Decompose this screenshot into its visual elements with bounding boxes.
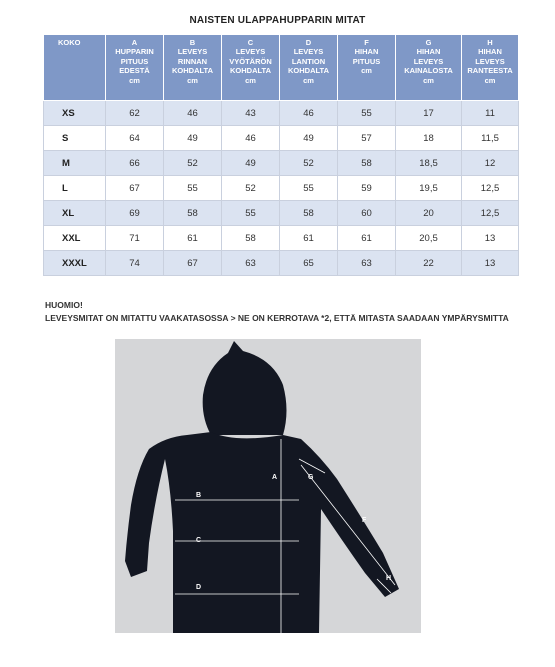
table-cell: 49 [280, 126, 338, 151]
table-cell: 58 [164, 201, 222, 226]
column-label-line: LEVEYS [235, 47, 266, 57]
column-unit: cm [245, 75, 256, 85]
table-cell: 20 [396, 201, 462, 226]
table-cell: 58 [338, 151, 396, 176]
column-letter: D [305, 38, 312, 47]
column-header-f [338, 35, 396, 101]
column-label-line: LEVEYS [293, 47, 324, 57]
table-cell: 57 [338, 126, 396, 151]
column-label-line: RINNAN [177, 56, 208, 66]
table-cell: 11 [462, 101, 519, 126]
column-label-line: PITUUS [352, 56, 381, 66]
table-cell: 55 [338, 101, 396, 126]
column-header-g [396, 35, 462, 101]
column-label-line: LEVEYS [413, 56, 444, 66]
table-row [44, 226, 519, 251]
measurement-note [45, 299, 509, 325]
label-b: B [196, 492, 202, 499]
column-header-h [462, 35, 519, 101]
size-cell: XXXL [44, 251, 106, 276]
column-label-line: KAINALOSTA [404, 66, 453, 76]
column-label-line: HIHAN [354, 47, 379, 57]
label-d: D [196, 584, 202, 591]
size-cell: XXL [44, 226, 106, 251]
column-letter: A [131, 38, 138, 47]
table-cell: 12,5 [462, 176, 519, 201]
column-header-c [222, 35, 280, 101]
label-h: H [386, 575, 392, 582]
table-row [44, 101, 519, 126]
table-cell: 46 [280, 101, 338, 126]
column-label-line: LEVEYS [177, 47, 208, 57]
column-label-line: KOHDALTA [288, 66, 329, 76]
table-cell: 61 [280, 226, 338, 251]
table-cell: 59 [338, 176, 396, 201]
column-label-line: LANTION [291, 56, 326, 66]
column-unit: cm [187, 75, 198, 85]
column-label-line: LEVEYS [475, 56, 505, 66]
column-label-line: PITUUS [120, 56, 149, 66]
column-label-line: KOHDALTA [230, 66, 271, 76]
size-cell: S [44, 126, 106, 151]
table-cell: 61 [338, 226, 396, 251]
table-cell: 55 [280, 176, 338, 201]
table-row [44, 201, 519, 226]
column-header-koko [44, 35, 106, 101]
column-unit: cm [129, 75, 140, 85]
table-cell: 18 [396, 126, 462, 151]
table-cell: 18,5 [396, 151, 462, 176]
table-cell: 19,5 [396, 176, 462, 201]
table-cell: 64 [106, 126, 164, 151]
table-cell: 55 [164, 176, 222, 201]
table-cell: 22 [396, 251, 462, 276]
table-cell: 46 [164, 101, 222, 126]
page-title: NAISTEN ULAPPAHUPPARIN MITAT [189, 15, 366, 26]
table-body [44, 101, 519, 276]
size-cell: M [44, 151, 106, 176]
column-label-line: HUPPARIN [115, 47, 154, 57]
table-cell: 20,5 [396, 226, 462, 251]
table-cell: 49 [164, 126, 222, 151]
column-label-line: KOHDALTA [172, 66, 213, 76]
table-cell: 55 [222, 201, 280, 226]
table-cell: 63 [222, 251, 280, 276]
column-unit: cm [423, 75, 434, 85]
table-cell: 11,5 [462, 126, 519, 151]
table-cell: 52 [280, 151, 338, 176]
table-cell: 58 [222, 226, 280, 251]
size-chart-table [43, 34, 519, 276]
table-row [44, 176, 519, 201]
table-cell: 61 [164, 226, 222, 251]
table-cell: 69 [106, 201, 164, 226]
table-cell: 62 [106, 101, 164, 126]
table-cell: 13 [462, 251, 519, 276]
table-cell: 17 [396, 101, 462, 126]
column-letter: C [247, 38, 254, 47]
table-cell: 66 [106, 151, 164, 176]
table-cell: 67 [164, 251, 222, 276]
table-row [44, 151, 519, 176]
column-letter: H [487, 38, 493, 47]
column-label-line: KOKO [58, 38, 81, 47]
table-row [44, 251, 519, 276]
table-cell: 49 [222, 151, 280, 176]
table-header-row [44, 35, 519, 101]
column-header-d [280, 35, 338, 101]
column-label-line: VYÖTÄRÖN [229, 56, 272, 66]
table-cell: 52 [164, 151, 222, 176]
table-cell: 43 [222, 101, 280, 126]
column-unit: cm [484, 75, 496, 85]
table-cell: 46 [222, 126, 280, 151]
column-label-line: HIHAN [478, 47, 502, 57]
table-cell: 13 [462, 226, 519, 251]
label-f: F [362, 517, 367, 524]
table-cell: 74 [106, 251, 164, 276]
column-label-line: EDESTÄ [119, 66, 150, 76]
column-letter: B [189, 38, 196, 47]
column-unit: cm [303, 75, 314, 85]
size-cell: XS [44, 101, 106, 126]
table-cell: 63 [338, 251, 396, 276]
note-text: LEVEYSMITAT ON MITATTU VAAKATASOSSA > NE ON KERROTAVA *2, ETTÄ MITASTA SAADAAN YMPÄRYSMITTA [45, 313, 509, 323]
table-cell: 65 [280, 251, 338, 276]
table-cell: 71 [106, 226, 164, 251]
column-letter: F [364, 38, 369, 47]
table-cell: 67 [106, 176, 164, 201]
label-g: G [308, 474, 314, 481]
size-cell: XL [44, 201, 106, 226]
measurement-diagram [115, 339, 421, 633]
label-c: C [196, 537, 202, 544]
column-header-b [164, 35, 222, 101]
column-unit: cm [361, 66, 372, 76]
column-header-a [106, 35, 164, 101]
column-label-line: HIHAN [416, 47, 441, 57]
table-cell: 60 [338, 201, 396, 226]
table-row [44, 126, 519, 151]
note-heading: HUOMIO! [45, 300, 83, 310]
table-cell: 12,5 [462, 201, 519, 226]
column-letter: G [425, 38, 432, 47]
column-label-line: RANTEESTA [467, 66, 513, 76]
table-cell: 52 [222, 176, 280, 201]
label-a: A [272, 474, 278, 481]
table-cell: 12 [462, 151, 519, 176]
hoodie-measurement-illustration [115, 339, 421, 633]
table-cell: 58 [280, 201, 338, 226]
size-cell: L [44, 176, 106, 201]
